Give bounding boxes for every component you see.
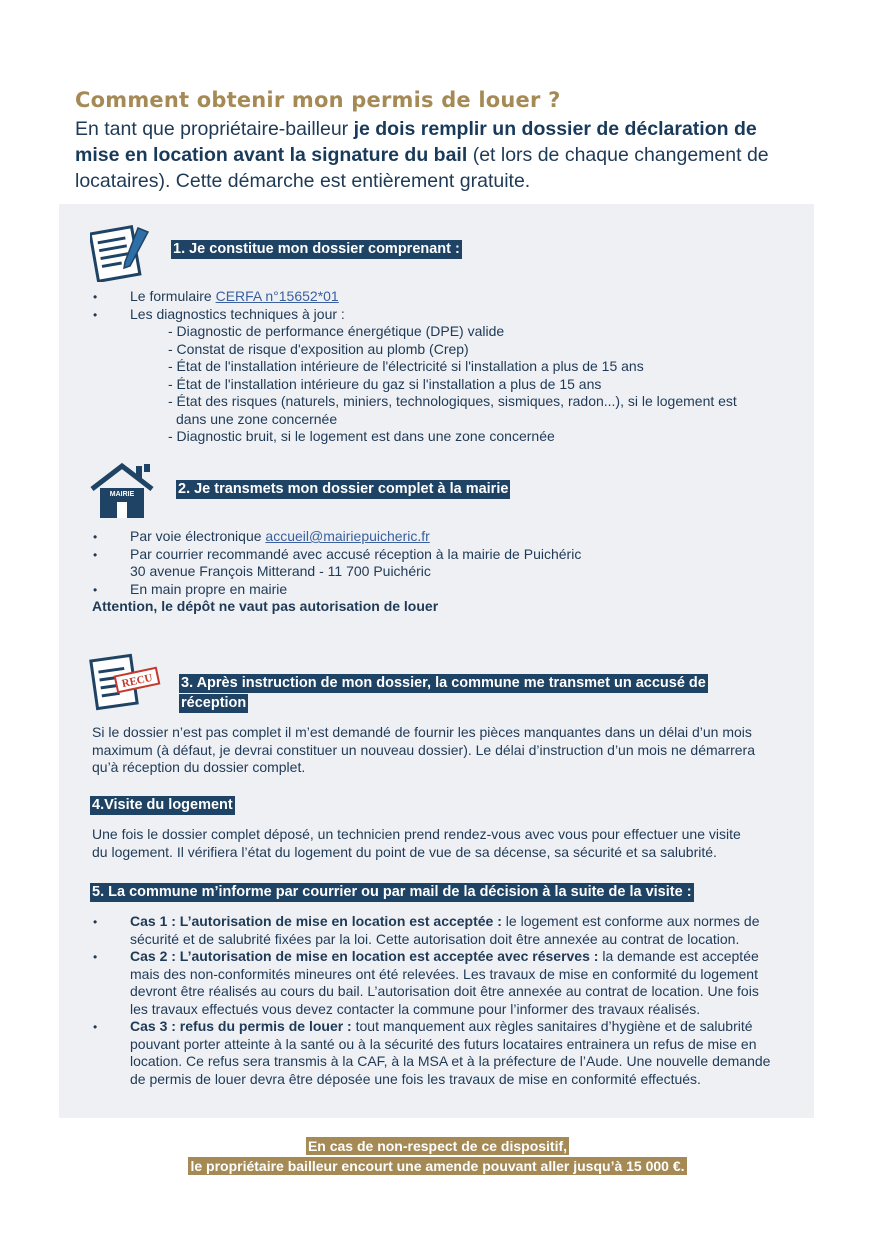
diagnostic-item: - Diagnostic bruit, si le logement est dans une zone concernée — [168, 428, 555, 444]
mairie-house-icon — [90, 462, 156, 520]
mairie-label: MAIRIE — [109, 491, 135, 498]
step3-text-line: qu’à réception du dossier complet. — [92, 759, 306, 775]
cerfa-link[interactable]: CERFA n°15652*01 — [215, 288, 339, 304]
bullet-marker: • — [93, 530, 98, 544]
email-link[interactable]: accueil@mairiepuicheric.fr — [265, 528, 430, 544]
step2-item-in-person: En main propre en mairie — [130, 581, 288, 597]
bullet-marker: • — [93, 950, 98, 964]
step1-item-diagnostics: Les diagnostics techniques à jour : — [130, 306, 345, 322]
case3-line: de permis de louer devra être déposée une fois les travaux de mise en conformité effectués. — [130, 1071, 701, 1087]
diagnostic-item: - État des risques (naturels, miniers, technologiques, sismiques, radon...), si le logement est — [168, 393, 737, 409]
bullet-marker: • — [93, 915, 98, 929]
step3-heading-line1: 3. Après instruction de mon dossier, la commune me transmet un accusé de — [181, 675, 706, 691]
mairie-address: 30 avenue François Mitterand - 11 700 Puichéric — [130, 563, 431, 579]
footer-line-1: En cas de non-respect de ce dispositif, — [307, 1138, 568, 1154]
bullet-marker: • — [93, 290, 98, 304]
warning-text: Attention, le dépôt ne vaut pas autorisation de louer — [92, 598, 439, 614]
case3-label: Cas 3 : refus du permis de louer : — [130, 1018, 352, 1034]
bullet-marker: • — [93, 1020, 98, 1034]
intro-bold-text: je dois remplir un dossier de déclaration de mise en location avant la signature du bail — [75, 118, 757, 166]
intro-paragraph — [75, 116, 805, 194]
step2-item-email: Par voie électronique accueil@mairiepuicheric.fr — [130, 528, 430, 544]
recu-document-icon — [88, 652, 162, 712]
step4-heading: 4.Visite du logement — [92, 797, 233, 813]
diagnostic-item: - Constat de risque d'exposition au plomb (Crep) — [168, 341, 469, 357]
case3-line: pouvant porter atteinte à la santé ou à la sécurité des futurs locataires entrainera un refus de mise en — [130, 1036, 757, 1052]
case2-line: Cas 2 : L’autorisation de mise en location est acceptée avec réserves : la demande est acceptée — [130, 948, 759, 964]
step3-heading-line2: réception — [181, 695, 247, 711]
document-pen-icon — [90, 222, 154, 282]
step3-text-line: Si le dossier n’est pas complet il m’est demandé de fournir les pièces manquantes dans un délai d’un mois — [92, 724, 752, 740]
case2-line: devront être réalisés au cours du bail. L’autorisation doit être annexée au contrat de location. Une fois — [130, 983, 759, 999]
step1-item-form: Le formulaire CERFA n°15652*01 — [130, 288, 339, 304]
step4-text-line: du logement. Il vérifiera l’état du logement du point de vue de sa décense, sa sécurité et sa salubrité. — [92, 844, 717, 860]
case2-line: les travaux effectués vous devez contacter la commune pour l’informer des travaux réalisés. — [130, 1001, 701, 1017]
bullet-marker: • — [93, 308, 98, 322]
case1-line: sécurité et de salubrité fixées par la loi. Cette autorisation doit être annexée au contrat de location. — [130, 931, 740, 947]
bullet-marker: • — [93, 583, 98, 597]
intro-text-1: En tant que propriétaire-bailleur — [75, 118, 354, 140]
diagnostic-item-continued: dans une zone concernée — [176, 411, 338, 427]
footer-line-2: le propriétaire bailleur encourt une amende pouvant aller jusqu’à 15 000 €. — [190, 1158, 685, 1174]
page-title: Comment obtenir mon permis de louer ? — [75, 88, 561, 112]
case3-line: Cas 3 : refus du permis de louer : tout manquement aux règles sanitaires d’hygiène et de salubrité — [130, 1018, 753, 1034]
step1-heading: 1. Je constitue mon dossier comprenant : — [173, 241, 460, 257]
step5-heading: 5. La commune m’informe par courrier ou par mail de la décision à la suite de la visite : — [92, 884, 692, 900]
step4-text-line: Une fois le dossier complet déposé, un technicien prend rendez-vous avec vous pour effectuer une visite — [92, 826, 741, 842]
case3-line: location. Ce refus sera transmis à la CAF, à la MSA et à la préfecture de l’Aude. Une nouvelle demande — [130, 1053, 771, 1069]
step3-text-line: maximum (à défaut, je devrai constituer un nouveau dossier). Le délai d’instruction d’un mois ne démarrera — [92, 742, 756, 758]
diagnostic-item: - Diagnostic de performance énergétique (DPE) valide — [168, 323, 505, 339]
intro-text-2: (et lors de chaque changement de locataires). Cette démarche est entièrement gratuite. — [75, 144, 769, 192]
diagnostic-item: - État de l'installation intérieure du gaz si l'installation a plus de 15 ans — [168, 376, 602, 392]
diagnostic-item: - État de l'installation intérieure de l'électricité si l'installation a plus de 15 ans — [168, 358, 644, 374]
case2-label: Cas 2 : L’autorisation de mise en location est acceptée avec réserves : — [130, 948, 599, 964]
step2-item-mail: Par courrier recommandé avec accusé réception à la mairie de Puichéric — [130, 546, 582, 562]
case2-line: mais des non-conformités mineures ont été relevées. Les travaux de mise en conformité du logement — [130, 966, 758, 982]
recu-stamp: RECU — [120, 671, 154, 691]
case1-line: Cas 1 : L’autorisation de mise en location est acceptée : le logement est conforme aux normes de — [130, 913, 760, 929]
step2-heading: 2. Je transmets mon dossier complet à la mairie — [178, 481, 509, 497]
bullet-marker: • — [93, 548, 98, 562]
case1-label: Cas 1 : L’autorisation de mise en location est acceptée : — [130, 913, 502, 929]
